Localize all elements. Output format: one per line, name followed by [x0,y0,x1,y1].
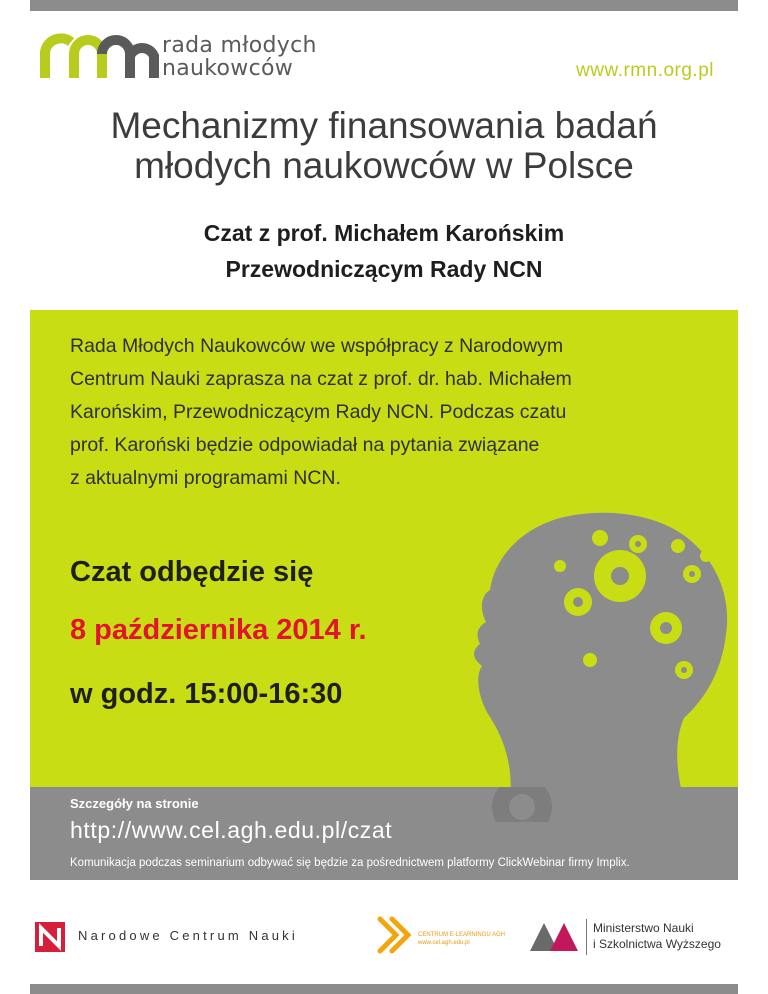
logo-line2: naukowców [162,56,294,81]
page-subtitle [0,215,768,287]
cel-line1: CENTRUM E-LEARNINGU AGH [418,932,506,938]
cel-text [418,931,505,947]
description-line: z aktualnymi programami NCN. [70,467,341,489]
cel-line2: www.cel.agh.edu.pl [418,940,470,946]
subtitle-line2: Przewodniczącym Rady NCN [225,256,543,282]
rmn-logo-icon [38,28,160,80]
event-hours: w godz. 15:00-16:30 [70,678,343,710]
ncn-name: Narodowe Centrum Nauki [78,928,298,943]
mnisw-logo-icon [530,923,578,951]
details-url-link[interactable]: http://www.cel.agh.edu.pl/czat [70,817,393,843]
mnisw-line2: i Szkolnictwa Wyższego [593,937,721,951]
event-panel [30,310,738,787]
mnisw-name [593,920,721,952]
mnisw-divider [586,919,587,955]
site-url-link[interactable]: www.rmn.org.pl [576,60,714,81]
event-heading: Czat odbędzie się [70,556,314,588]
title-line2: młodych naukowców w Polsce [134,145,634,186]
footer-logos [30,905,738,965]
cel-logo-icon [376,913,416,957]
description-line: prof. Karoński będzie odpowiadał na pytania związane [70,434,540,456]
event-description [70,330,710,495]
description-line: Rada Młodych Naukowców we współpracy z Narodowym [70,335,564,357]
details-panel [30,787,738,880]
head-gears-icon [470,510,738,787]
subtitle-line1: Czat z prof. Michałem Karońskim [203,220,565,246]
rmn-logo[interactable] [38,28,368,88]
gear-icon [477,787,567,822]
bottom-bar [30,984,738,994]
description-line: Karońskim, Przewodniczącym Rady NCN. Podczas czatu [70,401,567,423]
ncn-logo-icon [35,922,65,952]
description-line: Centrum Nauki zaprasza na czat z prof. dr. hab. Michałem [70,368,572,390]
logo-text [162,34,317,80]
title-line1: Mechanizmy finansowania badań [110,105,658,146]
top-bar [30,0,738,11]
event-date: 8 października 2014 r. [70,614,367,646]
logo-line1: rada młodych [162,33,317,58]
mnisw-line1: Ministerstwo Nauki [593,921,694,935]
details-note: Komunikacja podczas seminarium odbywać się będzie za pośrednictwem platformy ClickWebinar firmy Implix. [70,857,630,869]
details-label: Szczegóły na stronie [70,796,199,811]
page-title [0,106,768,186]
